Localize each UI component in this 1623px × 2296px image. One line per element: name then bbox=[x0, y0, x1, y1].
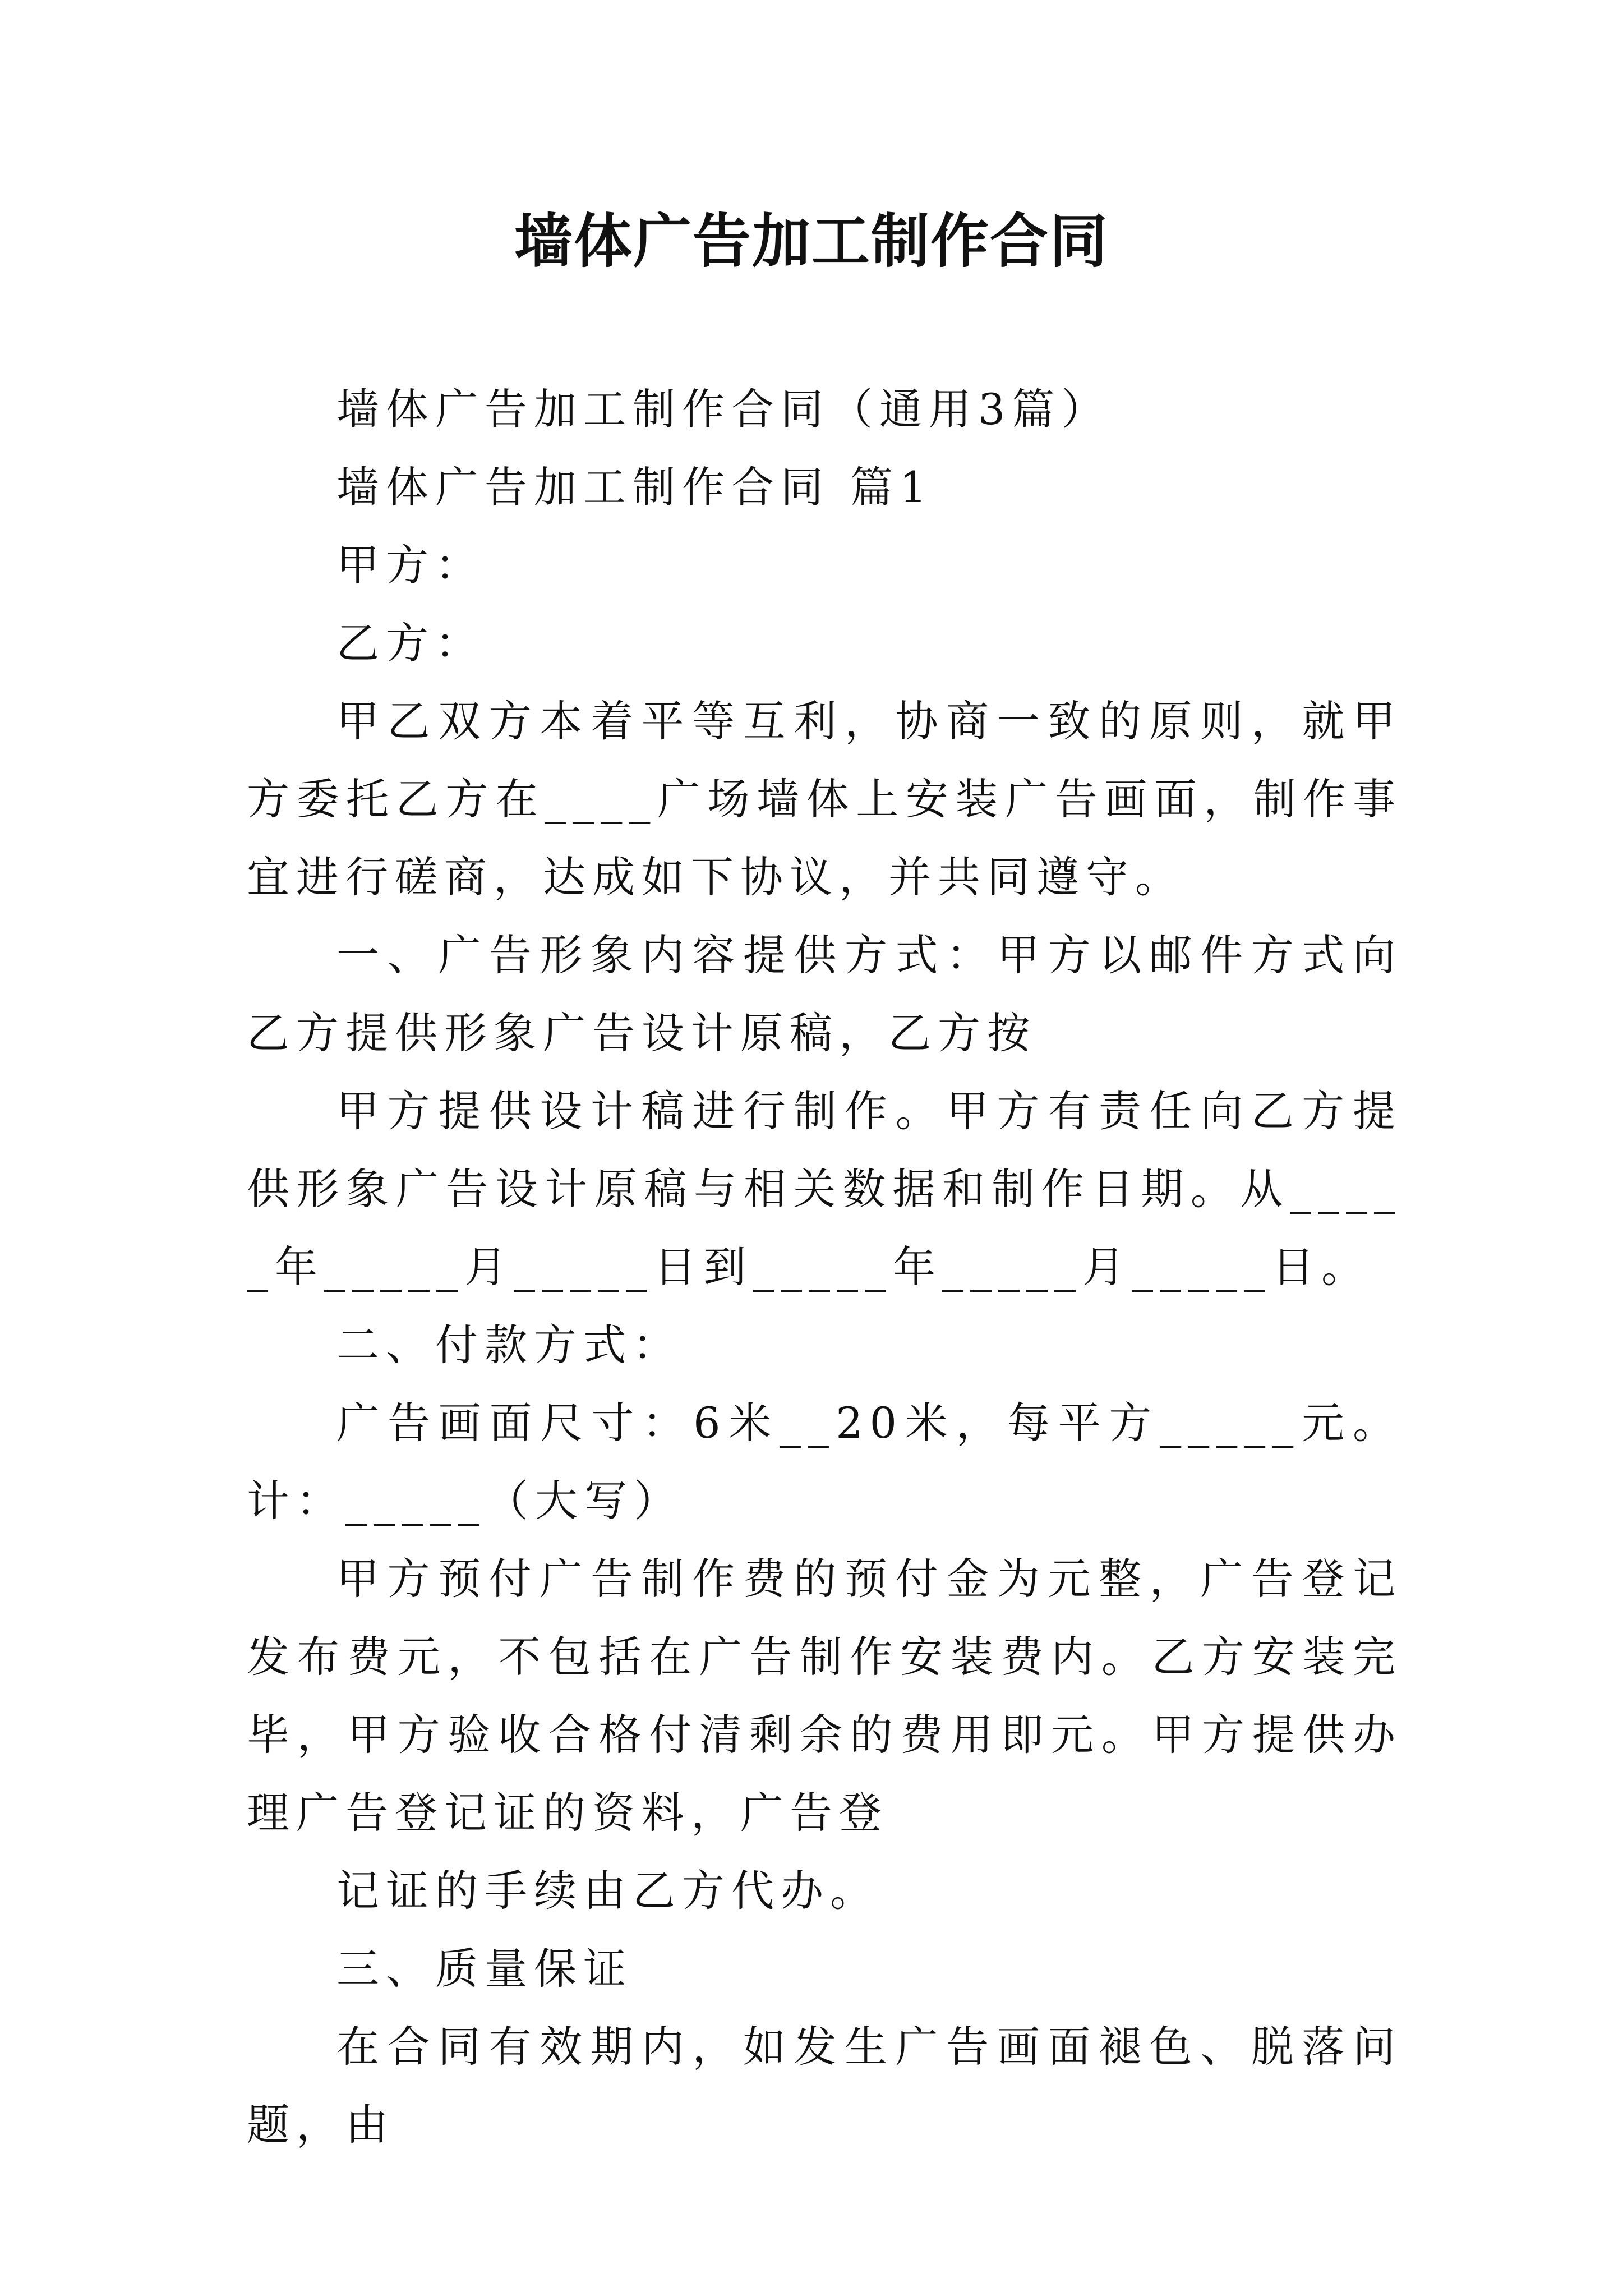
clause-2-size: 广告画面尺寸：6米__20米，每平方_____元。计：_____（大写） bbox=[247, 1398, 1402, 1526]
subtitle-line: 墙体广告加工制作合同（通用3篇） bbox=[336, 384, 1111, 434]
section-heading: 墙体广告加工制作合同 篇1 bbox=[336, 462, 934, 512]
clause-2-heading: 二、付款方式： bbox=[336, 1320, 682, 1370]
party-a-line: 甲方： bbox=[336, 540, 485, 590]
party-b-line: 乙方： bbox=[336, 618, 485, 668]
paragraph-preamble: 甲乙双方本着平等互利，协商一致的原则，就甲方委托乙方在____广场墙体上安装广告画面，制作事宜进行磋商，达成如下协议，并共同遵守。 bbox=[247, 696, 1402, 902]
clause-2-payment: 甲方预付广告制作费的预付金为元整，广告登记发布费元，不包括在广告制作安装费内。乙方安装完毕，甲方验收合格付清剩余的费用即元。甲方提供办理广告登记证的资料，广告登 bbox=[247, 1554, 1402, 1838]
clause-3-heading: 三、质量保证 bbox=[336, 1944, 633, 1994]
clause-1-body: 甲方提供设计稿进行制作。甲方有责任向乙方提供形象广告设计原稿与相关数据和制作日期。从_____年_____月_____日到_____年_____月_____日。 bbox=[247, 1086, 1402, 1292]
clause-2-registration: 记证的手续由乙方代办。 bbox=[336, 1866, 879, 1916]
clause-3-body: 在合同有效期内，如发生广告画面褪色、脱落问题，由 bbox=[247, 2022, 1402, 2150]
document-title: 墙体广告加工制作合同 bbox=[514, 206, 1109, 275]
document-body bbox=[247, 370, 1402, 2164]
clause-1-heading: 一、广告形象内容提供方式：甲方以邮件方式向乙方提供形象广告设计原稿，乙方按 bbox=[247, 930, 1402, 1058]
